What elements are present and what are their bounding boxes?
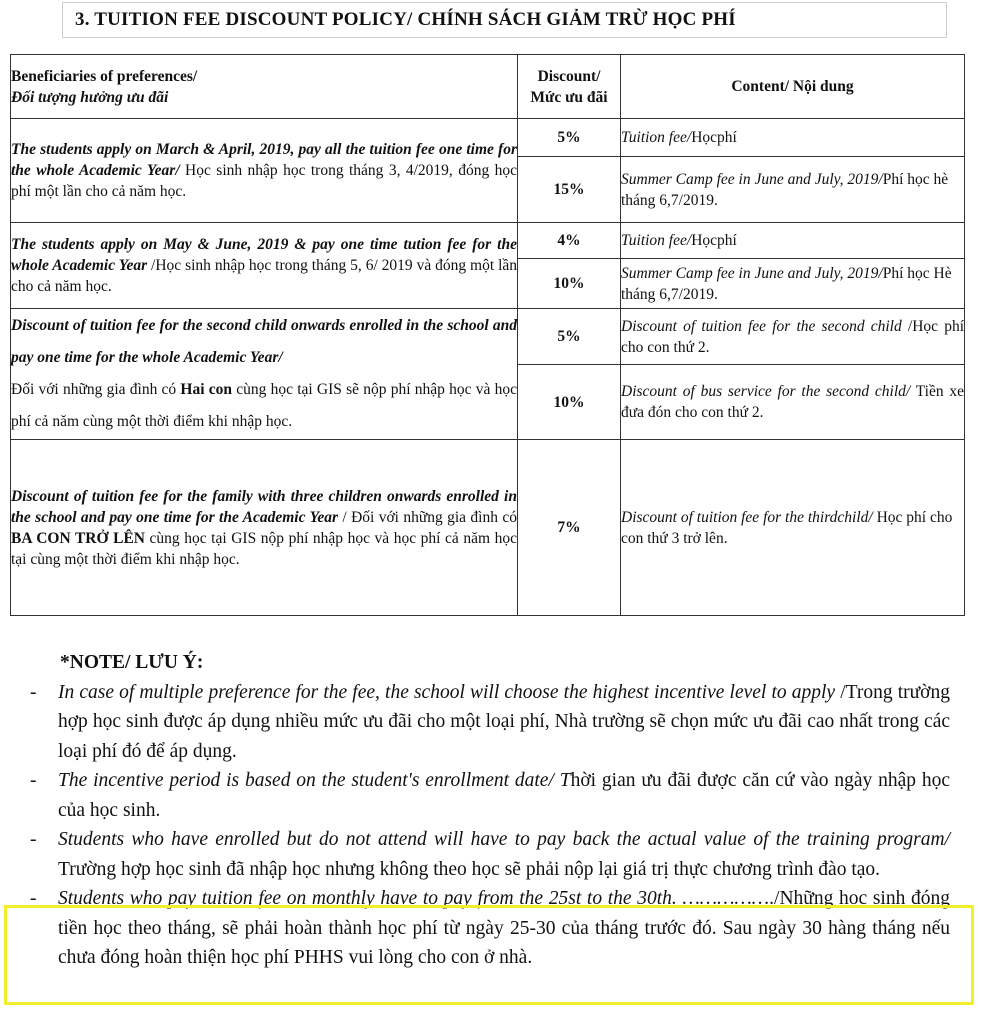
- discount-cell: 10%: [518, 259, 621, 309]
- content-en: Discount of tuition fee for the thirdchild/: [621, 508, 873, 526]
- note-en: The incentive period is based on the student's enrollment date/ T: [58, 770, 571, 791]
- discount-policy-table: [10, 54, 965, 616]
- content-en: Summer Camp fee in June and July, 2019/: [621, 264, 883, 282]
- beneficiary-en: The students apply on March & April, 2019, pay all the tuition fee one time for the whole Academic Year/: [11, 141, 517, 179]
- header-content-label: Content/ Nội dung: [731, 78, 854, 95]
- table-row: [11, 309, 965, 365]
- beneficiary-vi: /Học sinh nhập học trong tháng 5, 6/ 2019 và đóng một lần cho cả năm học.: [11, 257, 518, 295]
- note-item: [30, 766, 950, 825]
- highlight-box: [4, 905, 974, 1005]
- note-item: [30, 825, 950, 884]
- content-en: Tuition fee/: [621, 129, 692, 146]
- header-beneficiaries: [11, 55, 518, 119]
- content-cell: [621, 157, 965, 223]
- table-row: [11, 440, 965, 616]
- note-text: [58, 766, 950, 825]
- discount-cell: 15%: [518, 157, 621, 223]
- note-vi: hời gian ưu đãi được căn cứ vào ngày nhập học của học sinh.: [58, 770, 950, 821]
- note-bullet: -: [30, 770, 37, 791]
- header-discount-label: Discount/ Mức ưu đãi: [530, 67, 608, 106]
- beneficiary-vi-bold: BA CON TRỞ LÊN: [11, 529, 145, 547]
- content-vi: /Học phí cho con thứ 2.: [621, 317, 965, 356]
- content-en: Summer Camp fee in June and July, 2019/: [621, 170, 883, 188]
- note-text: [58, 825, 950, 884]
- beneficiary-en: Discount of tuition fee for the second child onwards enrolled in the school and pay one time for the whole Academic Year/: [11, 317, 517, 366]
- beneficiary-cell: [11, 309, 518, 440]
- beneficiary-vi: Học sinh nhập học trong tháng 3, 4/2019, đóng học phí một lần cho cả năm học.: [11, 162, 518, 200]
- note-bullet: -: [30, 681, 37, 703]
- beneficiary-vi-before: / Đối với những gia đình có: [342, 508, 517, 526]
- note-en: Students who have enrolled but do not attend will have to pay back the actual value of the training program/: [58, 829, 950, 850]
- discount-cell: 4%: [518, 223, 621, 259]
- note-bullet: -: [30, 829, 37, 850]
- beneficiary-cell: [11, 440, 518, 616]
- beneficiary-cell: [11, 223, 518, 309]
- content-en: Discount of tuition fee for the second child: [621, 317, 908, 335]
- header-beneficiaries-en: Beneficiaries of preferences/: [11, 67, 198, 85]
- discount-cell: 5%: [518, 309, 621, 365]
- notes-title: *NOTE/ LƯU Ý:: [60, 652, 204, 673]
- note-text: [58, 678, 950, 767]
- note-vi: /Trong trường hợp học sinh được áp dụng nhiều mức ưu đãi cho một loại phí, Nhà trường sẽ chọn mức ưu đãi cao nhất trong các loại phí đó để áp dụng.: [58, 681, 950, 762]
- discount-cell: 5%: [518, 119, 621, 157]
- beneficiary-vi-after: cùng học tại GIS nộp phí nhập học và học phí cả năm học tại cùng một thời điểm khi nhập học.: [11, 529, 517, 568]
- table-row: [11, 119, 965, 157]
- beneficiary-vi-after: cùng học tại GIS sẽ nộp phí nhập học và học phí cả năm cùng một thời điểm khi nhập học.: [11, 381, 517, 430]
- note-vi: Trường hợp học sinh đã nhập học nhưng không theo học sẽ phải nộp lại giá trị thực chương trình đào tạo.: [58, 858, 881, 880]
- beneficiary-cell: [11, 119, 518, 223]
- header-content: [621, 55, 965, 119]
- note-vi: ./Những học sinh đóng tiền học theo tháng, sẽ phải hoàn thành học phí từ ngày 25-30 của tháng trước đó. Sau ngày 30 hàng tháng nếu chưa đóng hoàn thiện học phí PHHS vui lòng cho con ở nhà.: [58, 888, 951, 968]
- note-en: In case of multiple preference for the fee, the school will choose the highest incentive level to apply: [58, 681, 841, 703]
- table-row: [11, 223, 965, 259]
- content-vi: Phí học hè tháng 6,7/2019.: [621, 170, 949, 209]
- header-discount: [518, 55, 621, 119]
- content-cell: [621, 365, 965, 440]
- table-header-row: [11, 55, 965, 119]
- content-vi: Họcphí: [691, 232, 737, 249]
- content-en: Tuition fee/: [621, 232, 692, 249]
- content-vi: Phí học Hè tháng 6,7/2019.: [621, 264, 952, 303]
- content-vi: Tiền xe đưa đón cho con thứ 2.: [621, 383, 964, 421]
- beneficiary-vi-before: Đối với những gia đình có: [11, 381, 181, 398]
- content-cell: [621, 440, 965, 616]
- content-en: Discount of bus service for the second child/: [621, 383, 911, 400]
- discount-cell: 10%: [518, 365, 621, 440]
- note-en: Students who pay tuition fee on monthly have to pay from the 25st to the 30th. ……………: [58, 888, 770, 909]
- content-vi: Học phí cho con thứ 3 trở lên.: [621, 508, 953, 547]
- section-title: 3. TUITION FEE DISCOUNT POLICY/ CHÍNH SÁCH GIẢM TRỪ HỌC PHÍ: [75, 9, 736, 30]
- content-cell: [621, 223, 965, 259]
- beneficiary-en: The students apply on May & June, 2019 & pay one time tution fee for the whole Academic Year: [11, 236, 517, 274]
- note-item: [30, 678, 950, 767]
- beneficiary-en: Discount of tuition fee for the family with three children onwards enrolled in the school and pay one time for the Academic Year: [11, 487, 517, 526]
- header-beneficiaries-vi: Đối tượng hưởng ưu đãi: [11, 88, 169, 106]
- content-cell: [621, 309, 965, 365]
- note-bullet: -: [30, 888, 37, 909]
- beneficiary-vi-bold: Hai con: [180, 381, 232, 398]
- discount-cell: 7%: [518, 440, 621, 616]
- content-cell: [621, 259, 965, 309]
- content-cell: [621, 119, 965, 157]
- content-vi: Họcphí: [691, 129, 737, 146]
